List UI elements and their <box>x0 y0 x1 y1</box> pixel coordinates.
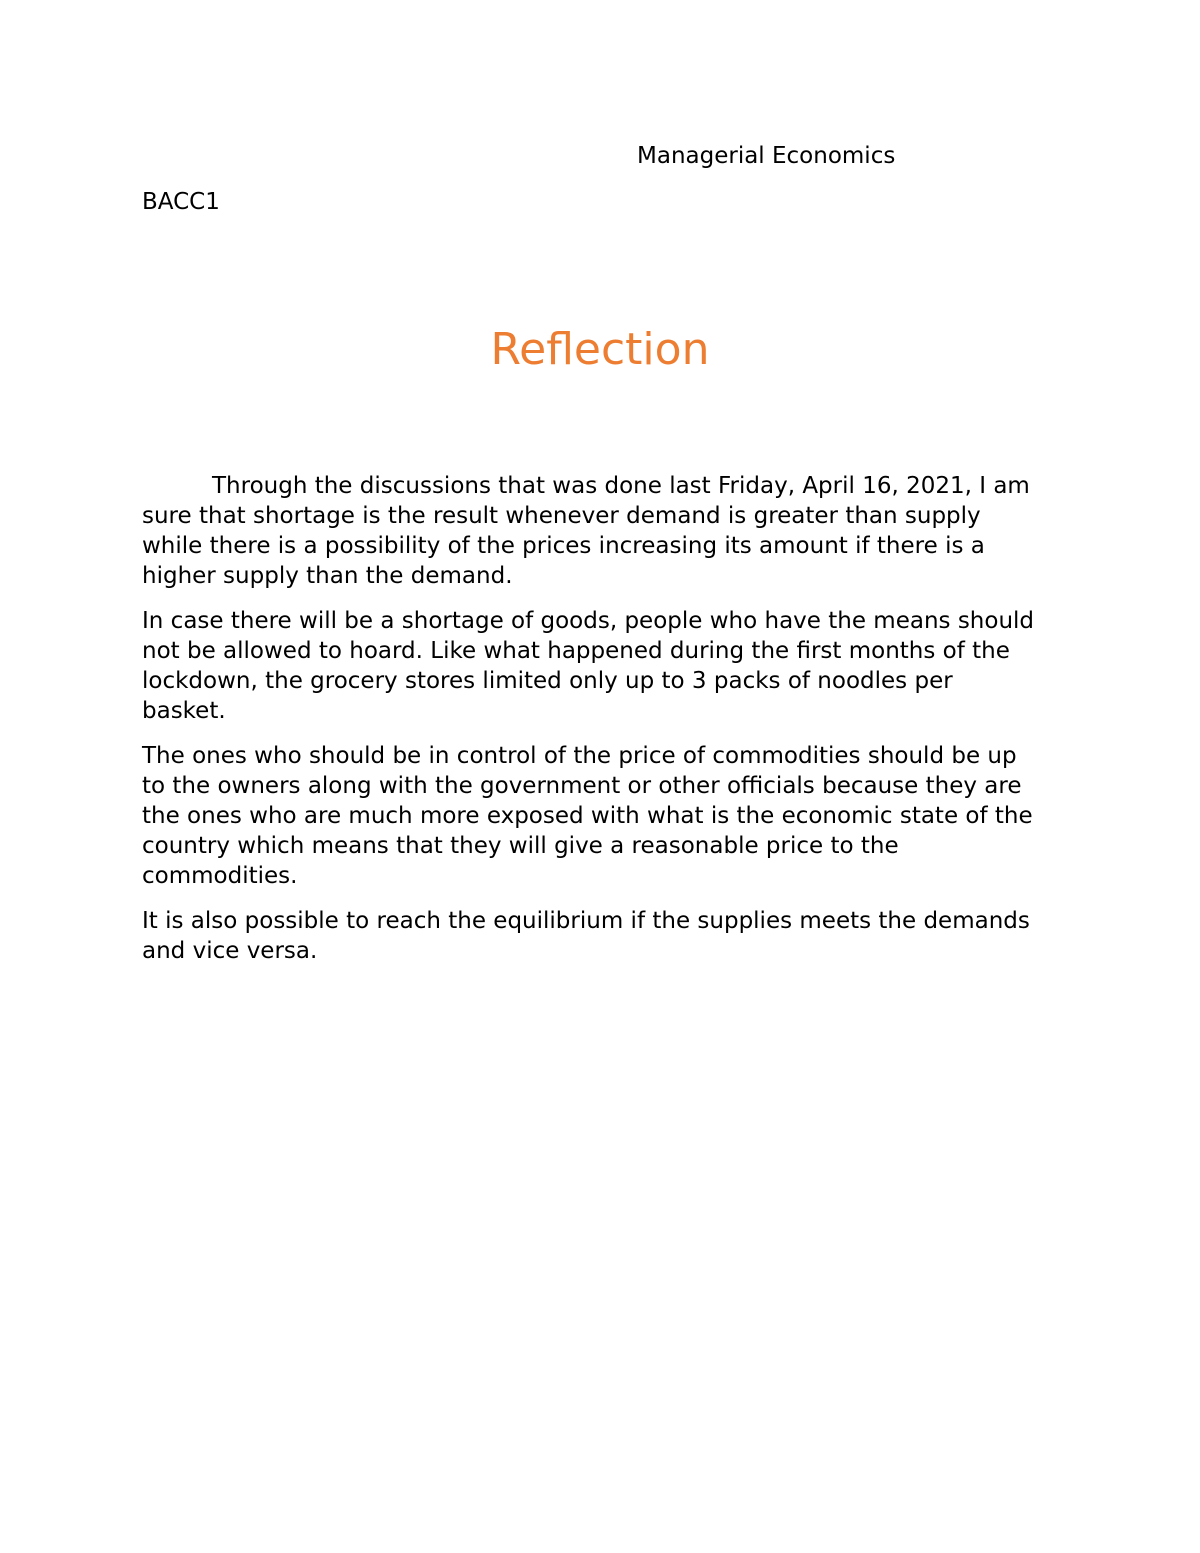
paragraph-line: commodities. <box>142 863 298 889</box>
paragraph-line: It is also possible to reach the equilibrium if the supplies meets the demands <box>142 908 1030 934</box>
paragraph-line: In case there will be a shortage of goods, people who have the means should <box>142 608 1035 634</box>
paragraph-4 <box>142 906 1082 966</box>
paragraph-line-text: Through the discussions that was done last Friday, April 16, 2021, I am <box>212 473 1030 499</box>
course-subject: Managerial Economics <box>637 143 896 169</box>
paragraph-line: higher supply than the demand. <box>142 563 513 589</box>
paragraph-line: country which means that they will give a reasonable price to the <box>142 833 899 859</box>
paragraph-line: and vice versa. <box>142 938 318 964</box>
paragraph-line: basket. <box>142 698 226 724</box>
paragraph-line: the ones who are much more exposed with what is the economic state of the <box>142 803 1033 829</box>
paragraph-line: to the owners along with the government or other officials because they are <box>142 773 1022 799</box>
paragraph-1 <box>142 471 1082 591</box>
paragraph-line: sure that shortage is the result whenever demand is greater than supply <box>142 503 981 529</box>
paragraph-line: The ones who should be in control of the price of commodities should be up <box>142 743 1017 769</box>
course-section: BACC1 <box>142 189 220 215</box>
paragraph-line: while there is a possibility of the prices increasing its amount if there is a <box>142 533 985 559</box>
paragraph-3 <box>142 741 1082 891</box>
paragraph-line: lockdown, the grocery stores limited only up to 3 packs of noodles per <box>142 668 953 694</box>
paragraph-line: not be allowed to hoard. Like what happened during the first months of the <box>142 638 1010 664</box>
paragraph-2 <box>142 606 1082 726</box>
paragraph-line <box>142 471 1082 501</box>
document-title: Reflection <box>490 324 710 375</box>
document-body <box>142 471 1082 981</box>
